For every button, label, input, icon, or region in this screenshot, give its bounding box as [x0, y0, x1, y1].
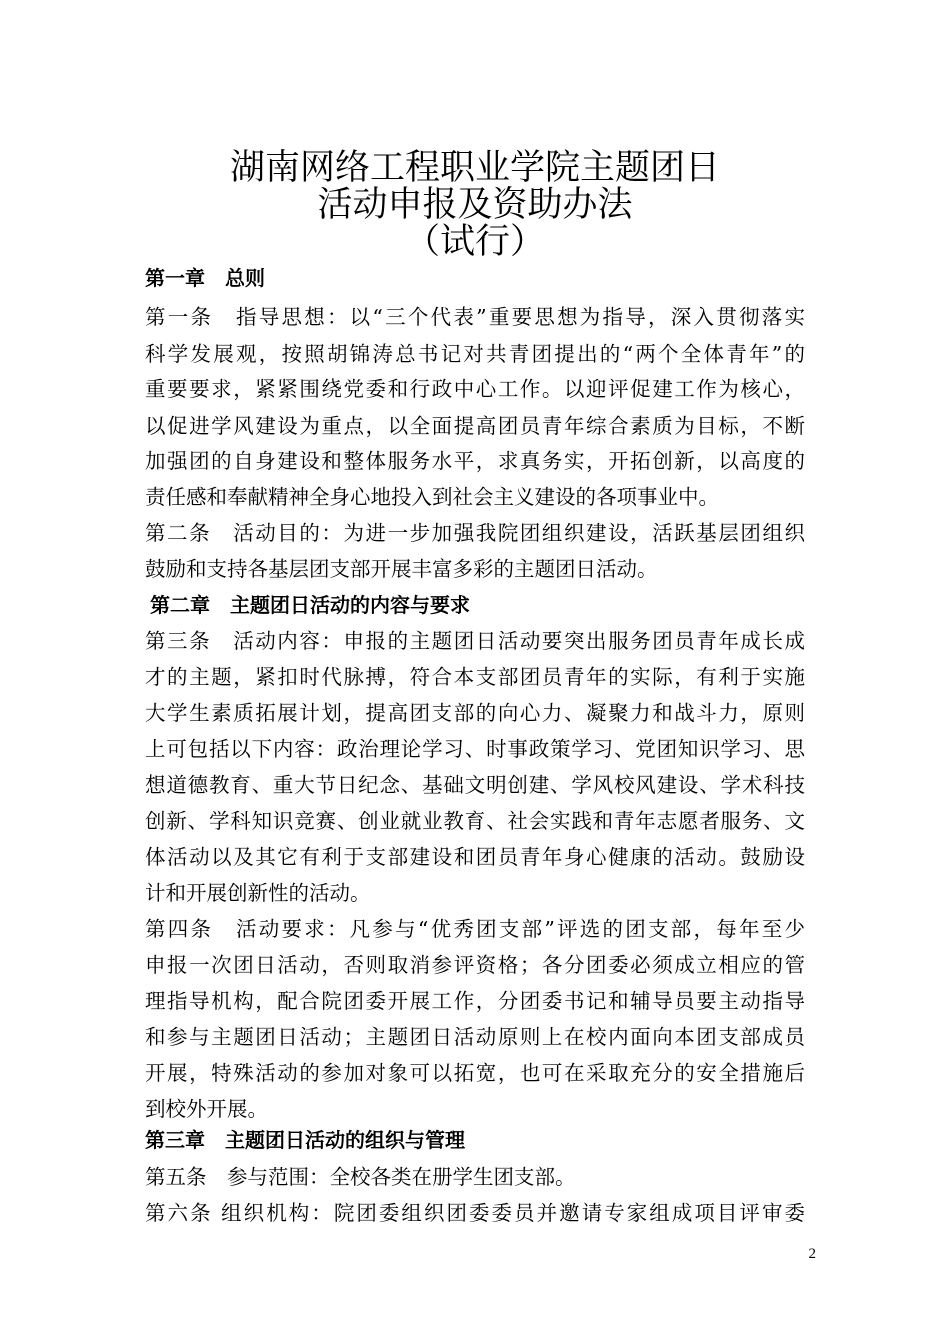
body-text-line: 才的主题，紧扣时代脉搏，符合本支部团员青年的实际，有利于实施 [145, 665, 805, 689]
document-title-line-2: 活动申报及资助办法 [317, 185, 633, 225]
body-text-line: 创新、学科知识竞赛、创业就业教育、社会实践和青年志愿者服务、文 [145, 809, 805, 833]
body-text-line: 第三条 活动内容：申报的主题团日活动要突出服务团员青年成长成 [145, 629, 805, 653]
body-text-line: 第五条 参与范围：全校各类在册学生团支部。 [145, 1165, 576, 1189]
body-text-line: 计和开展创新性的活动。 [145, 881, 371, 905]
body-text-line: 和参与主题团日活动；主题团日活动原则上在校内面向本团支部成员 [145, 1025, 805, 1049]
body-text-line: 到校外开展。 [145, 1097, 268, 1121]
body-text-line: 鼓励和支持各基层团支部开展丰富多彩的主题团日活动。 [145, 557, 658, 581]
body-text-line: 大学生素质拓展计划，提高团支部的向心力、凝聚力和战斗力，原则 [145, 701, 805, 725]
body-text-line: 第二条 活动目的：为进一步加强我院团组织建设，活跃基层团组织 [145, 521, 805, 545]
body-text-line: 第六条 组织机构：院团委组织团委委员并邀请专家组成项目评审委 [145, 1201, 805, 1225]
body-text-line: 重要要求，紧紧围绕党委和行政中心工作。以迎评促建工作为核心， [145, 377, 805, 401]
body-text-line: 开展，特殊活动的参加对象可以拓宽，也可在采取充分的安全措施后 [145, 1061, 805, 1085]
body-text-line: 申报一次团日活动，否则取消参评资格；各分团委必须成立相应的管 [145, 953, 805, 977]
document-title-line-1: 湖南网络工程职业学院主题团日 [229, 148, 720, 188]
body-text-line: 理指导机构，配合院团委开展工作，分团委书记和辅导员要主动指导 [145, 989, 805, 1013]
body-text-line: 上可包括以下内容：政治理论学习、时事政策学习、党团知识学习、思 [145, 737, 805, 761]
page-number: 2 [808, 1246, 816, 1262]
body-text-line: 体活动以及其它有利于支部建设和团员青年身心健康的活动。鼓励设 [145, 845, 805, 869]
body-text-line: 加强团的自身建设和整体服务水平，求真务实，开拓创新，以高度的 [145, 449, 805, 473]
chapter-1-heading: 第一章 总则 [145, 266, 265, 290]
body-text-line: 第四条 活动要求：凡参与“优秀团支部”评选的团支部，每年至少 [145, 917, 805, 941]
document-title-line-3: （试行） [404, 222, 545, 262]
chapter-2-heading: 第二章 主题团日活动的内容与要求 [150, 593, 470, 617]
body-text-line: 科学发展观，按照胡锦涛总书记对共青团提出的“两个全体青年”的 [145, 342, 805, 366]
body-text-line: 责任感和奉献精神全身心地投入到社会主义建设的各项事业中。 [145, 485, 719, 509]
chapter-3-heading: 第三章 主题团日活动的组织与管理 [145, 1128, 465, 1152]
body-text-line: 想道德教育、重大节日纪念、基础文明创建、学风校风建设、学术科技 [145, 773, 805, 797]
body-text-line: 以促进学风建设为重点，以全面提高团员青年综合素质为目标，不断 [145, 414, 805, 438]
body-text-line: 第一条 指导思想：以“三个代表”重要思想为指导，深入贯彻落实 [145, 305, 805, 329]
